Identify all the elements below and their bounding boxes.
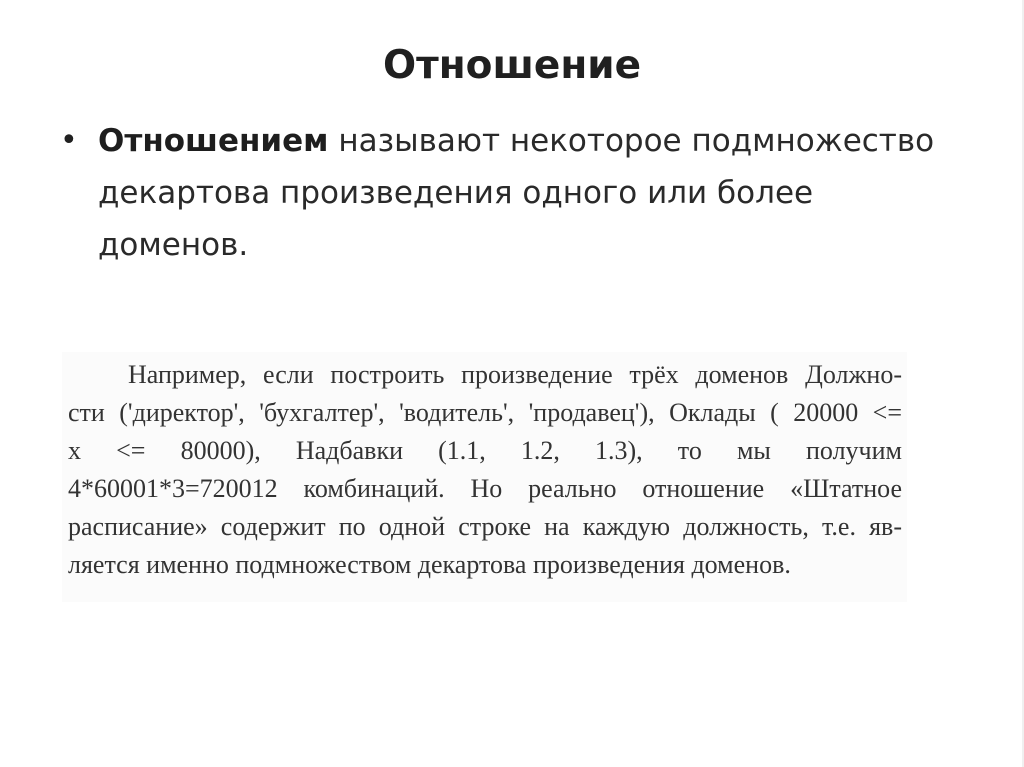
definition-body: называют некоторое подмножество декартова произведения одного или более доменов. (98, 123, 935, 263)
example-line-5: расписание» содержит по одной строке на каждую должность, т.е. яв- (68, 512, 902, 541)
example-line-6: ляется именно подмножеством декартова произведения доменов. (68, 550, 791, 579)
definition-term: Отношением (98, 123, 329, 159)
example-line-3: х <= 80000), Надбавки (1.1, 1.2, 1.3), то мы получим (68, 436, 902, 465)
slide-title: Отношение (382, 43, 642, 88)
example-line-1: Например, если построить произведение трёх доменов Должно- (128, 360, 902, 389)
bullet-dot-icon: • (60, 123, 78, 158)
example-line-4: 4*60001*3=720012 комбинаций. Но реально отношение «Штатное (68, 474, 902, 503)
example-scan-image (62, 352, 907, 602)
definition-text (98, 115, 938, 271)
example-line-2: сти ('директор', 'бухгалтер', 'водитель', 'продавец'), Оклады ( 20000 <= (68, 398, 902, 427)
